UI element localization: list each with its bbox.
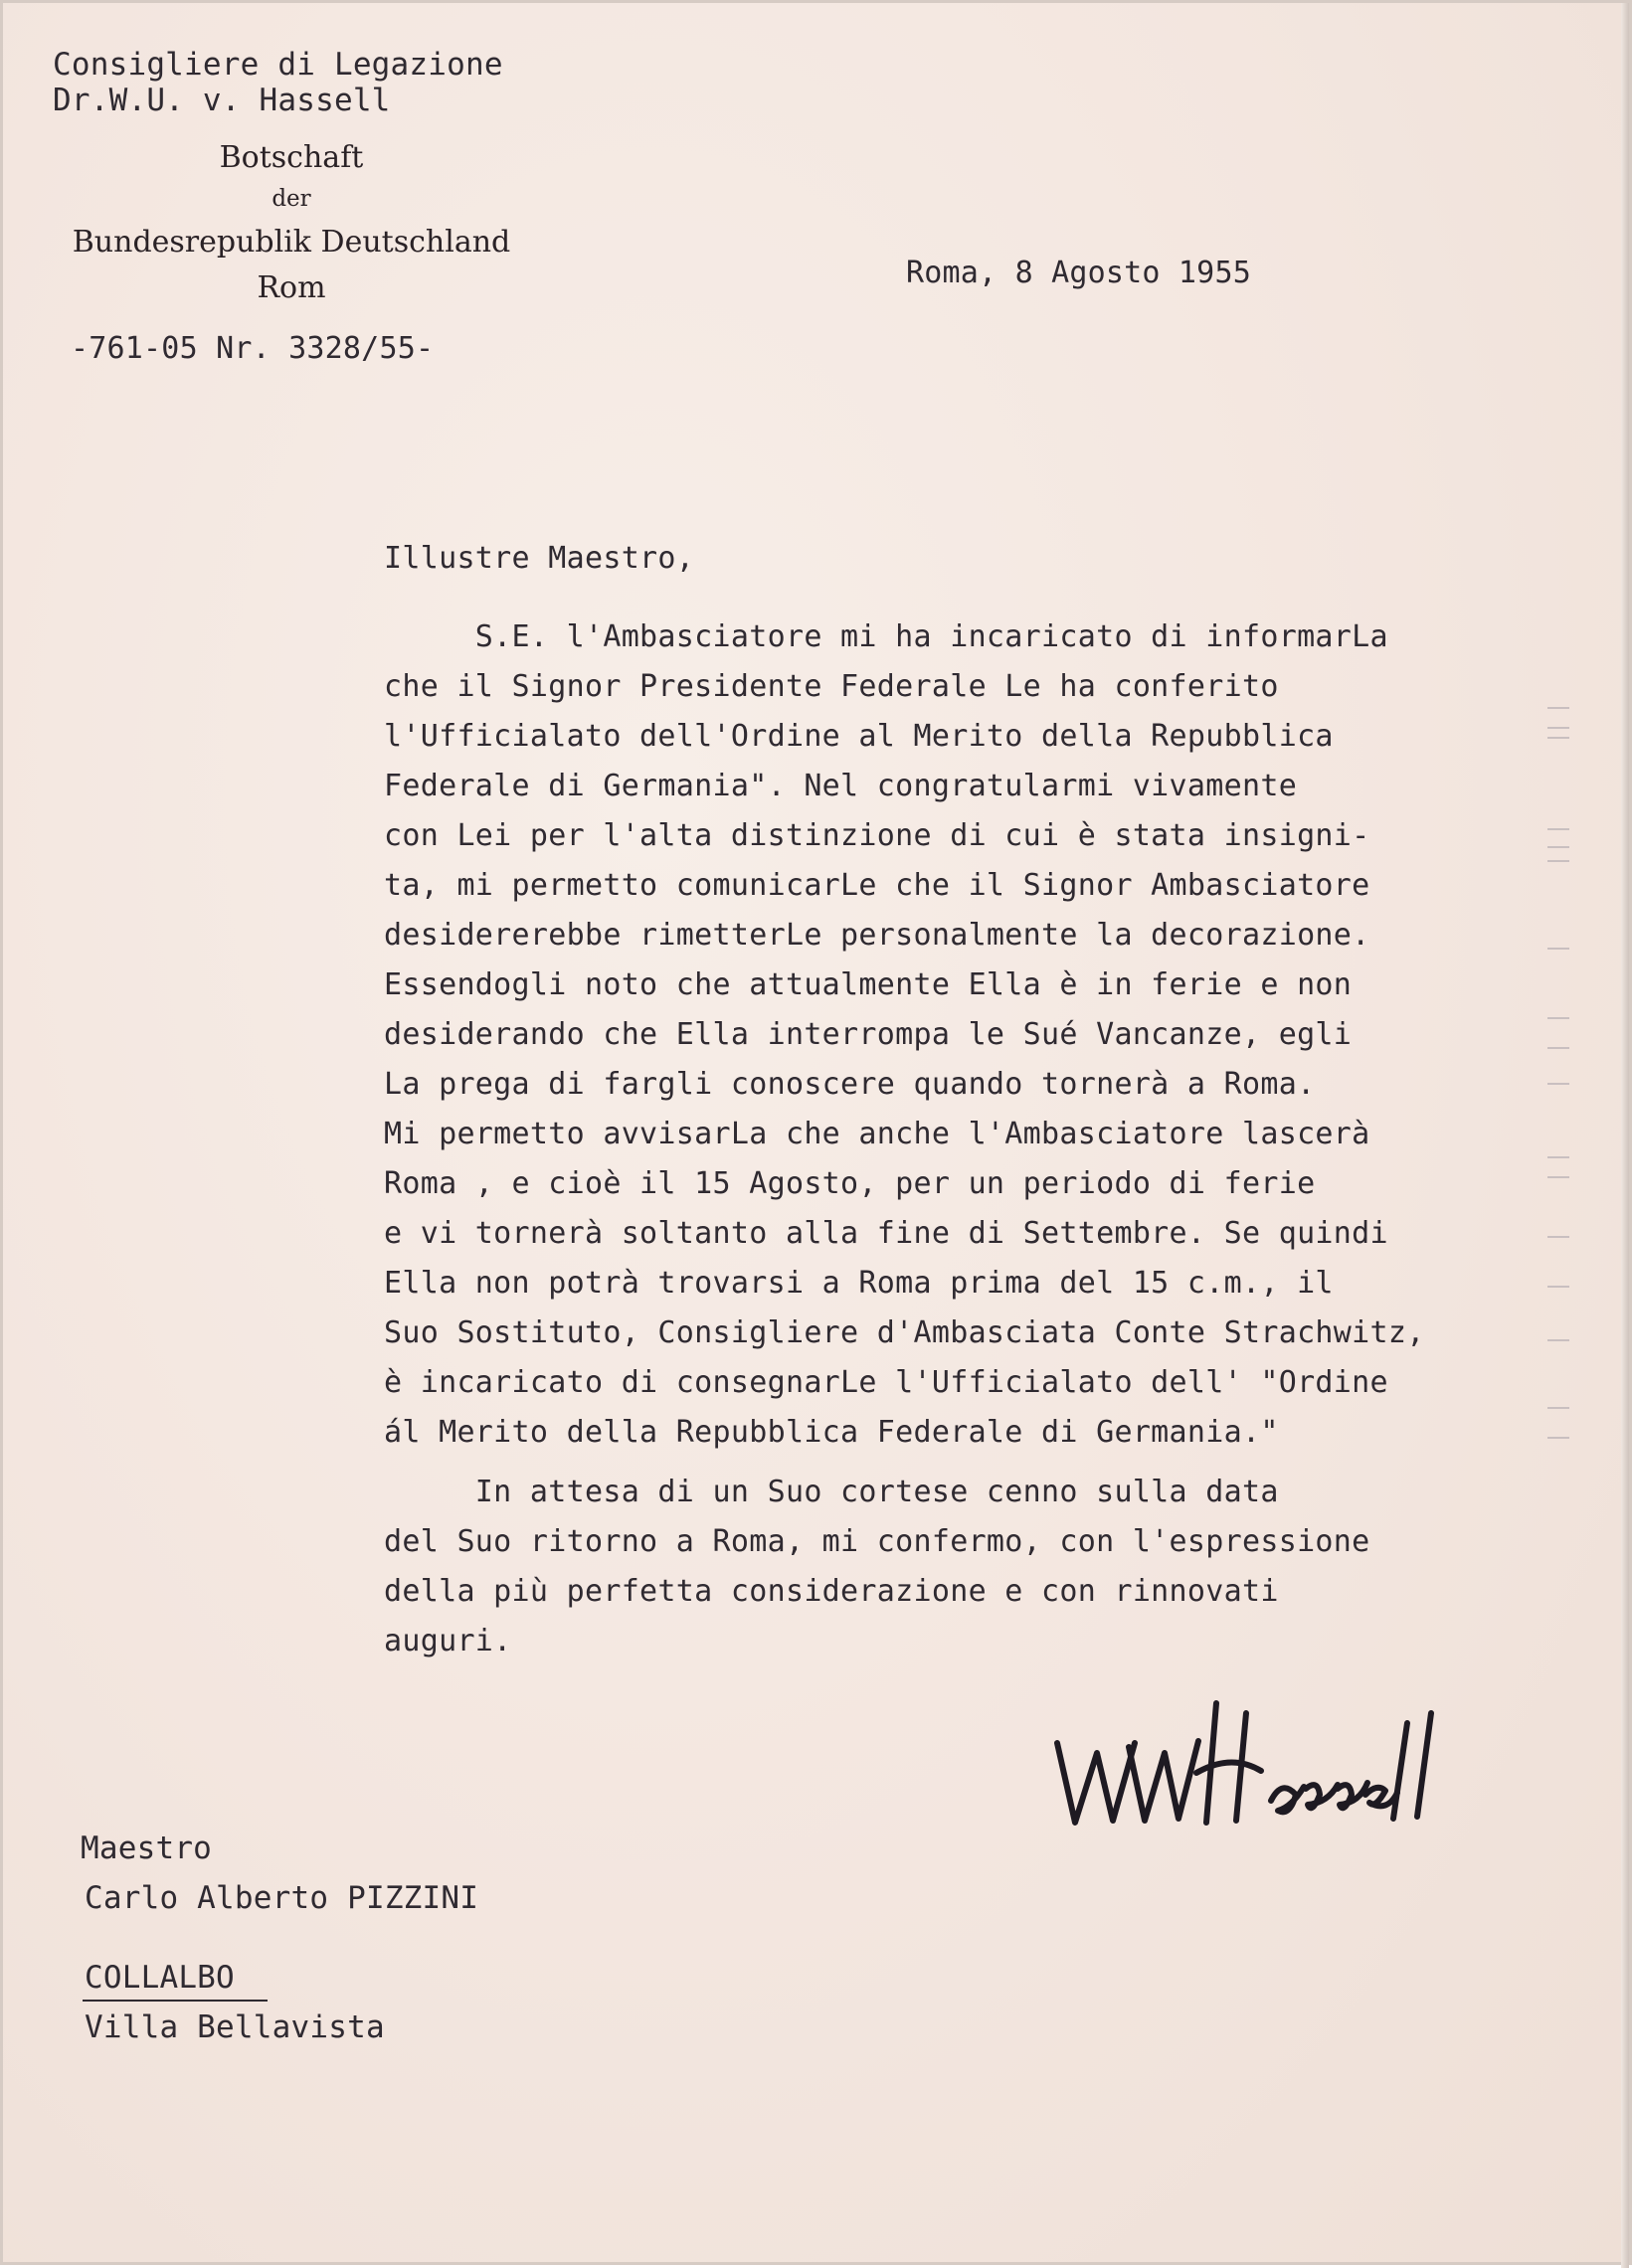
paper-edge: [1621, 3, 1629, 2268]
margin-mark: [1547, 1407, 1569, 1409]
body-line: Mi permetto avvisarLa che anche l'Ambasciatore lascerà: [384, 1117, 1370, 1151]
margin-mark: [1547, 707, 1569, 709]
salutation: Illustre Maestro,: [384, 541, 695, 576]
body-line: Essendogli noto che attualmente Ella è in ferie e non: [384, 967, 1353, 1002]
margin-mark: [1547, 1047, 1569, 1049]
recipient-city: COLLALBO: [85, 1960, 235, 1996]
closing-line: In attesa di un Suo cortese cenno sulla data: [384, 1475, 1279, 1509]
embassy-der: der: [272, 186, 311, 212]
handwritten-signature: [1047, 1683, 1445, 1832]
embassy-city: Rom: [257, 270, 326, 305]
embassy-country: Bundesrepublik Deutschland: [72, 225, 511, 260]
margin-mark: [1547, 1236, 1569, 1238]
body-line: La prega di fargli conoscere quando tornerà a Roma.: [384, 1067, 1316, 1102]
body-line: Suo Sostituto, Consigliere d'Ambasciata Conte Strachwitz,: [384, 1315, 1425, 1350]
sender-name: Dr.W.U. v. Hassell: [53, 83, 391, 118]
margin-mark: [1547, 1017, 1569, 1019]
margin-mark: [1547, 737, 1569, 739]
body-line: e vi tornerà soltanto alla fine di Settembre. Se quindi: [384, 1216, 1388, 1251]
city-underline: [83, 2000, 268, 2002]
body-line: Federale di Germania". Nel congratularmi vivamente: [384, 769, 1298, 803]
margin-mark: [1547, 860, 1569, 862]
body-line: Roma , e cioè il 15 Agosto, per un periodo di ferie: [384, 1166, 1316, 1201]
recipient-name: Carlo Alberto PIZZINI: [85, 1880, 479, 1916]
margin-mark: [1547, 846, 1569, 848]
margin-mark: [1547, 1286, 1569, 1288]
recipient-title: Maestro: [81, 1831, 213, 1866]
margin-mark: [1547, 1176, 1569, 1178]
body-line: ta, mi permetto comunicarLe che il Signor Ambasciatore: [384, 868, 1370, 903]
body-line: S.E. l'Ambasciatore mi ha incaricato di informarLa: [384, 619, 1388, 654]
body-line: l'Ufficialato dell'Ordine al Merito della Repubblica: [384, 719, 1334, 754]
margin-mark: [1547, 1083, 1569, 1085]
sender-title: Consigliere di Legazione: [53, 47, 503, 83]
margin-mark: [1547, 1156, 1569, 1158]
closing-line: del Suo ritorno a Roma, mi confermo, con l'espressione: [384, 1524, 1370, 1559]
margin-mark: [1547, 1437, 1569, 1439]
body-line: desiderando che Ella interrompa le Sué Vancanze, egli: [384, 1017, 1353, 1052]
body-line: che il Signor Presidente Federale Le ha conferito: [384, 669, 1279, 704]
embassy-botschaft: Botschaft: [219, 140, 364, 175]
body-line: ál Merito della Repubblica Federale di Germania.": [384, 1415, 1279, 1450]
body-line: desidererebbe rimetterLe personalmente la decorazione.: [384, 918, 1370, 953]
body-line: con Lei per l'alta distinzione di cui è stata insigni-: [384, 818, 1370, 853]
reference-number: -761-05 Nr. 3328/55-: [71, 331, 435, 366]
closing-line: auguri.: [384, 1624, 512, 1658]
margin-mark: [1547, 727, 1569, 729]
closing-line: della più perfetta considerazione e con rinnovati: [384, 1574, 1279, 1609]
recipient-address: Villa Bellavista: [85, 2009, 385, 2045]
margin-mark: [1547, 1339, 1569, 1341]
letter-date: Roma, 8 Agosto 1955: [906, 256, 1251, 290]
margin-mark: [1547, 948, 1569, 950]
body-line: Ella non potrà trovarsi a Roma prima del 15 c.m., il: [384, 1266, 1334, 1301]
margin-mark: [1547, 828, 1569, 830]
body-line: è incaricato di consegnarLe l'Ufficialato dell' "Ordine: [384, 1365, 1388, 1400]
